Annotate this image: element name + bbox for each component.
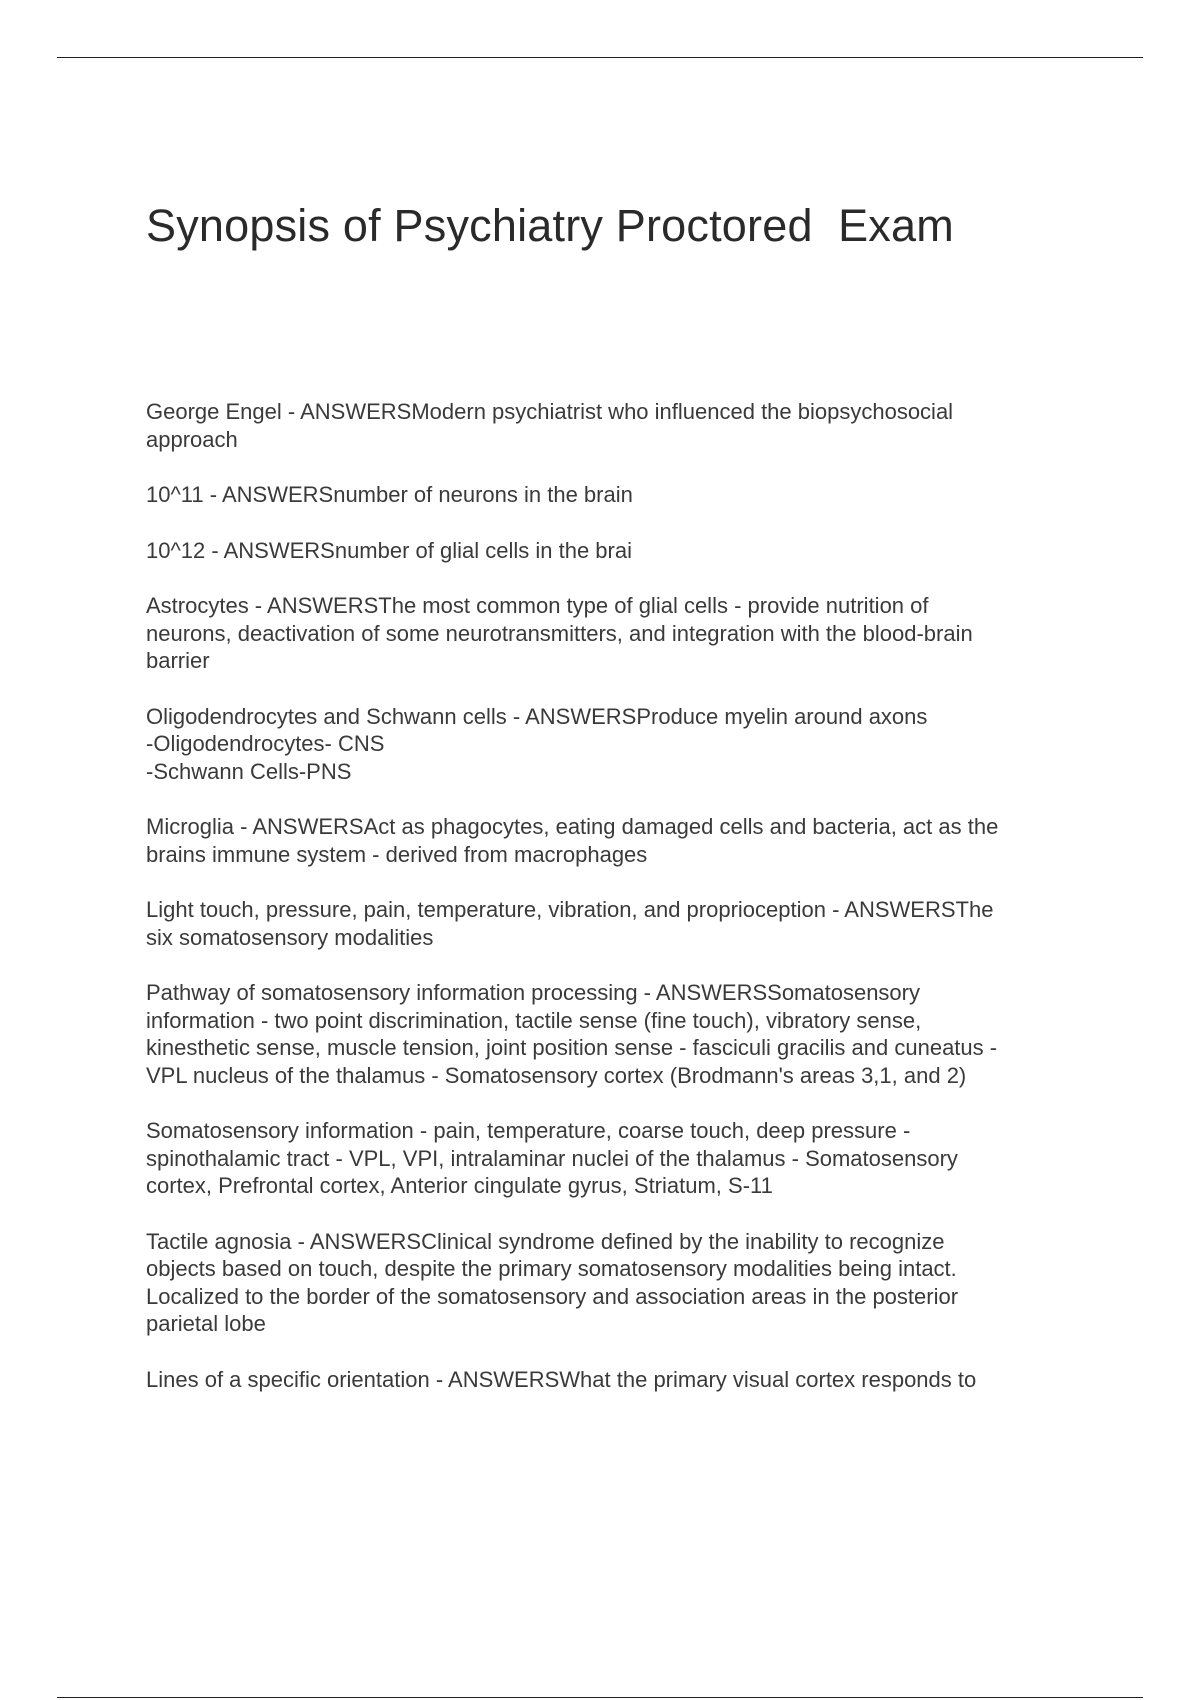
entry-line: neurons, deactivation of some neurotransmitters, and integration with the blood-brain — [146, 620, 973, 646]
entry-line: Somatosensory information - pain, temperature, coarse touch, deep pressure - — [146, 1118, 911, 1143]
entry-line: 10^11 - ANSWERSnumber of neurons in the brain — [146, 482, 633, 507]
qa-entry-somatosensory-modalities — [146, 896, 1096, 951]
top-rule — [57, 57, 1143, 58]
qa-entry-neurons — [146, 481, 1096, 509]
entry-line: Light touch, pressure, pain, temperature, vibration, and proprioception - ANSWERSThe — [146, 897, 994, 922]
qa-entry-oligodendrocytes — [146, 703, 1096, 786]
entry-line: Lines of a specific orientation - ANSWERSWhat the primary visual cortex responds to — [146, 1366, 977, 1392]
entry-line: Oligodendrocytes and Schwann cells - ANSWERSProduce myelin around axons — [146, 703, 928, 729]
entry-line: Localized to the border of the somatosensory and association areas in the posterior — [146, 1283, 959, 1309]
qa-entry-astrocytes — [146, 592, 1096, 675]
bottom-rule — [57, 1697, 1143, 1698]
entry-line: approach — [146, 426, 238, 452]
qa-entry-glial-cells — [146, 537, 1096, 565]
entry-line: kinesthetic sense, muscle tension, joint position sense - fasciculi gracilis and cuneatus - — [146, 1035, 998, 1060]
entry-line: barrier — [146, 648, 210, 673]
entry-line: Tactile agnosia - ANSWERSClinical syndrome defined by the inability to recognize — [146, 1228, 945, 1254]
entry-line: -Oligodendrocytes- CNS — [146, 731, 385, 756]
entry-line: George Engel - ANSWERSModern psychiatrist who influenced the biopsychosocial — [146, 399, 954, 424]
document-title: Synopsis of Psychiatry Proctored Exam — [146, 200, 954, 251]
qa-entry-somatosensory-pathway — [146, 979, 1096, 1089]
entry-line: Astrocytes - ANSWERSThe most common type of glial cells - provide nutrition of — [146, 593, 929, 618]
qa-entry-visual-cortex — [146, 1366, 1096, 1394]
entry-line: cortex, Prefrontal cortex, Anterior cingulate gyrus, Striatum, S-11 — [146, 1173, 773, 1198]
entry-line: parietal lobe — [146, 1311, 266, 1336]
entry-line: objects based on touch, despite the primary somatosensory modalities being intact. — [146, 1256, 957, 1281]
entry-line: spinothalamic tract - VPL, VPI, intralaminar nuclei of the thalamus - Somatosensory — [146, 1145, 958, 1171]
entry-line: 10^12 - ANSWERSnumber of glial cells in the brai — [146, 537, 632, 563]
entry-line: six somatosensory modalities — [146, 924, 434, 950]
qa-entry-microglia — [146, 813, 1096, 868]
entry-line: Microglia - ANSWERSAct as phagocytes, eating damaged cells and bacteria, act as the — [146, 814, 999, 839]
qa-list — [146, 398, 1096, 1421]
entry-line: information - two point discrimination, tactile sense (fine touch), vibratory sense, — [146, 1007, 922, 1033]
entry-line: Pathway of somatosensory information processing - ANSWERSSomatosensory — [146, 980, 920, 1005]
qa-entry-george-engel — [146, 398, 1096, 453]
entry-line: VPL nucleus of the thalamus - Somatosensory cortex (Brodmann's areas 3,1, and 2) — [146, 1062, 967, 1088]
entry-line: brains immune system - derived from macrophages — [146, 841, 648, 867]
qa-entry-somatosensory-information — [146, 1117, 1096, 1200]
entry-line: -Schwann Cells-PNS — [146, 758, 352, 784]
qa-entry-tactile-agnosia — [146, 1228, 1096, 1338]
